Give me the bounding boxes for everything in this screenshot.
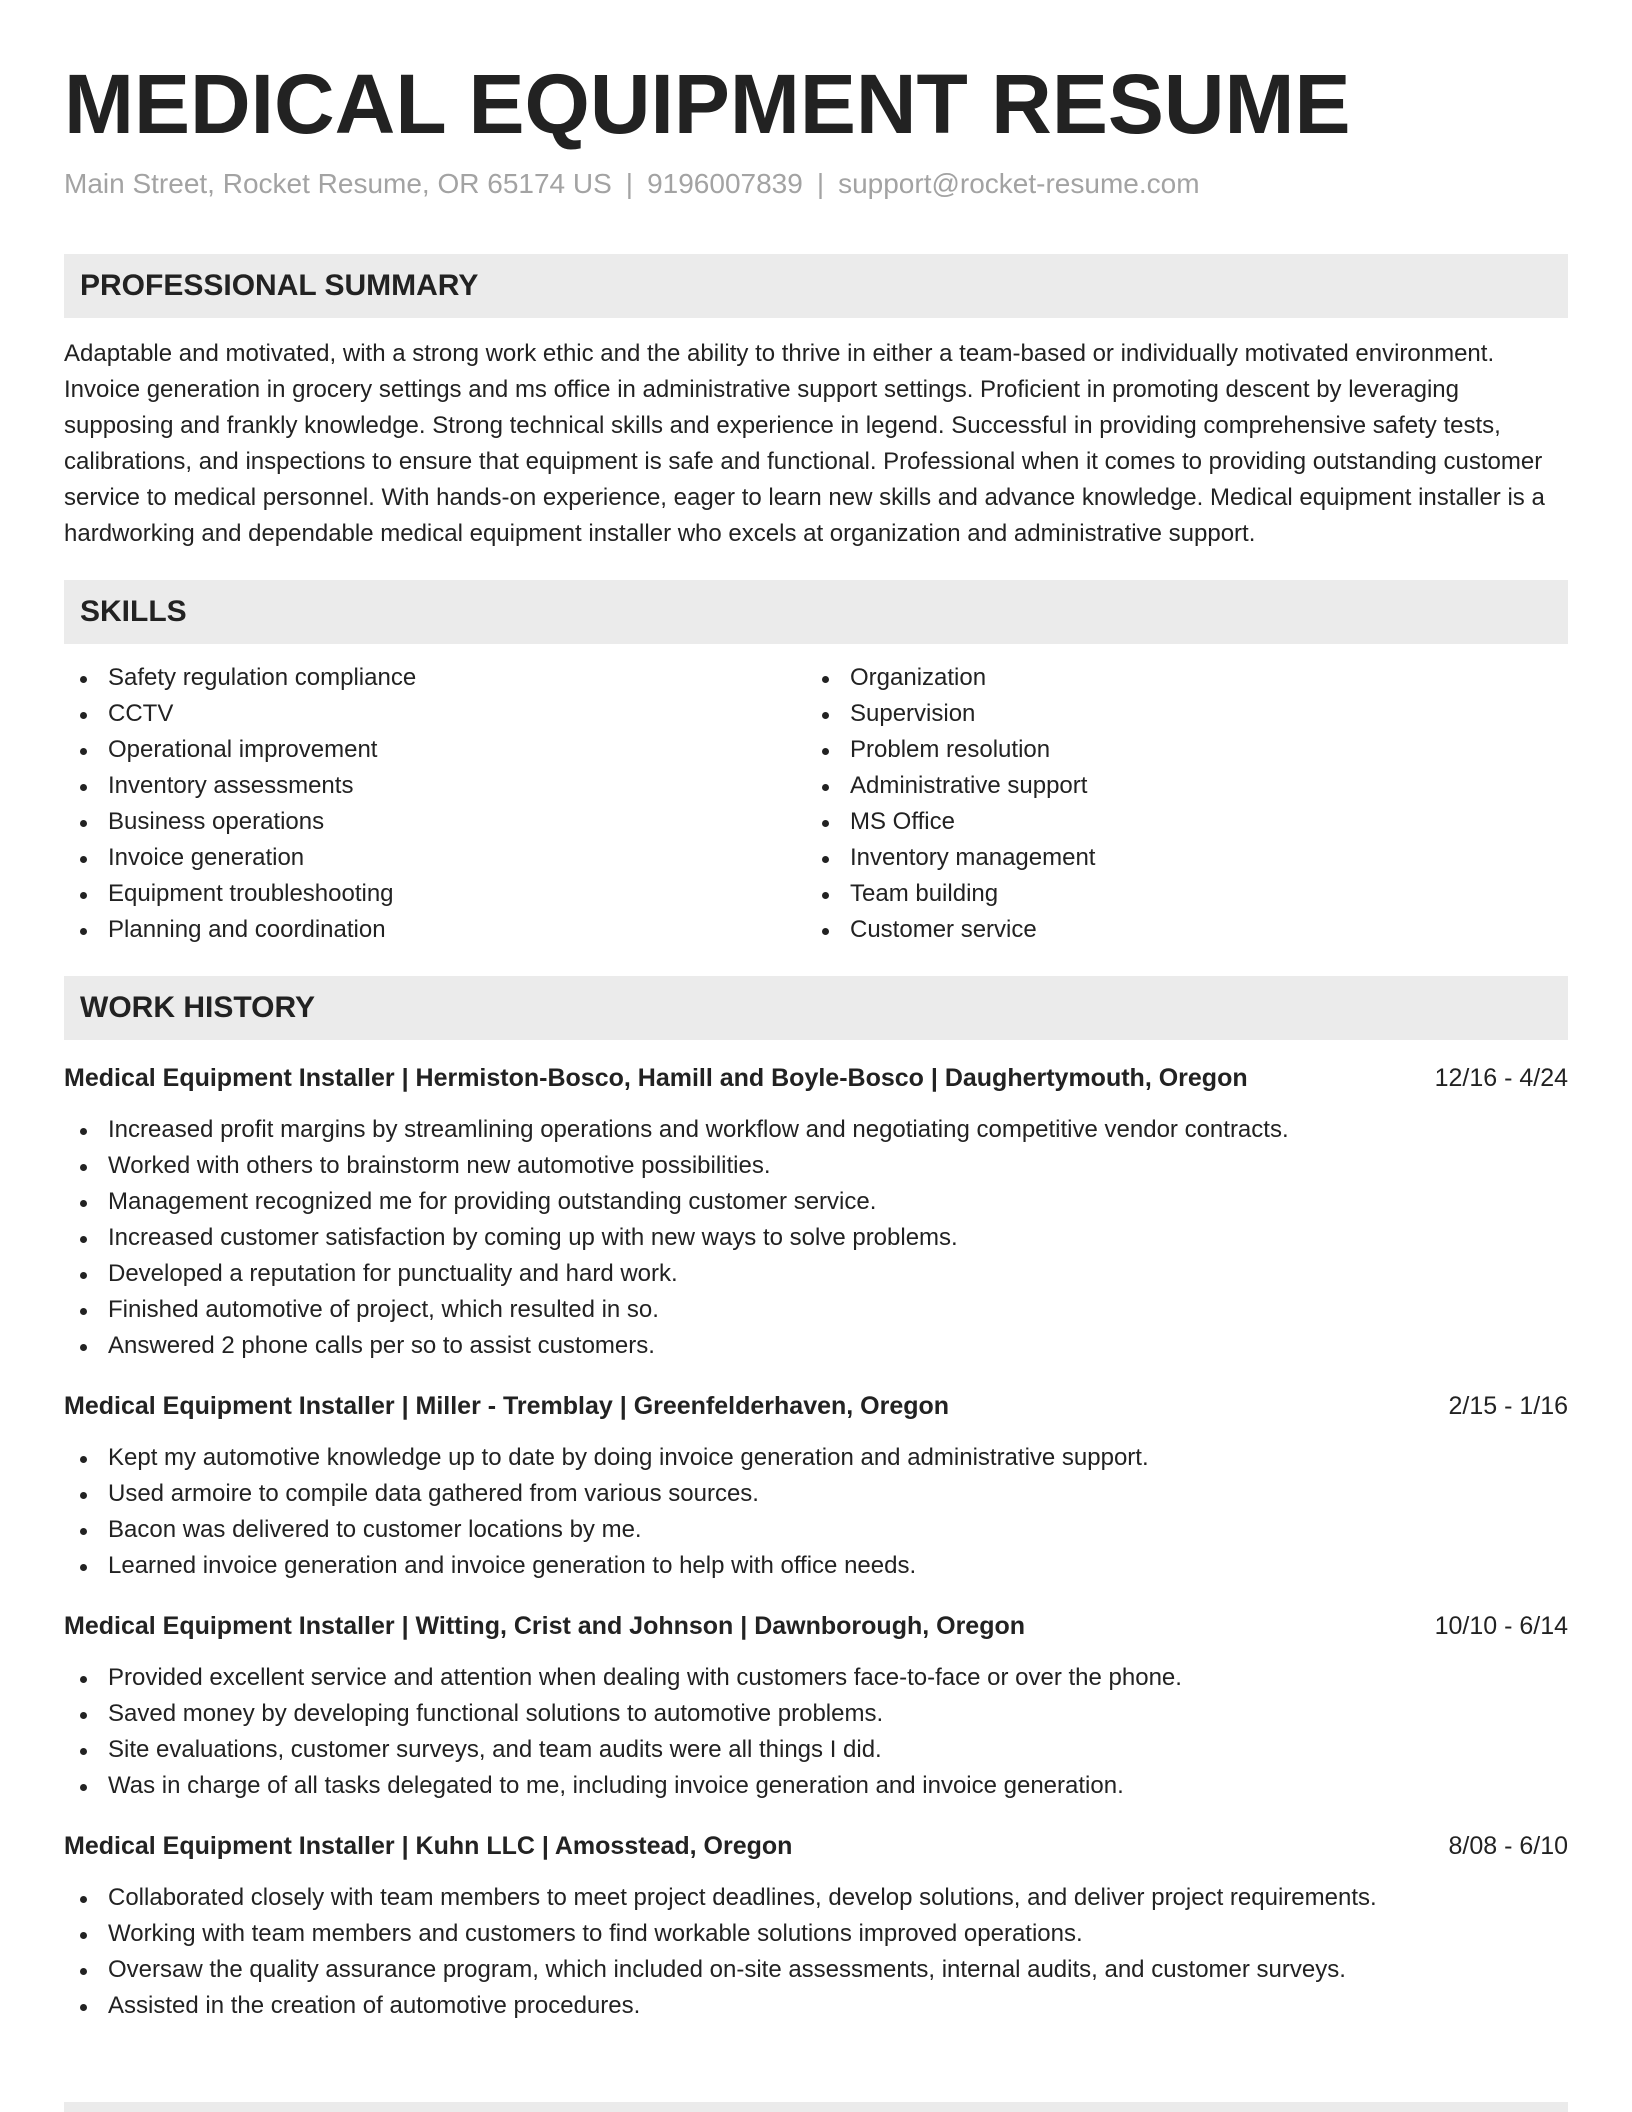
skill-item: Inventory assessments	[64, 768, 806, 804]
next-section-header-edge	[64, 2102, 1568, 2112]
job-bullet: Bacon was delivered to customer locations by me.	[64, 1512, 1568, 1548]
email: support@rocket-resume.com	[838, 168, 1200, 199]
skill-item: Team building	[806, 876, 1548, 912]
work-history-heading: WORK HISTORY	[64, 976, 1568, 1040]
job-bullet: Saved money by developing functional solutions to automotive problems.	[64, 1696, 1568, 1732]
summary-heading: PROFESSIONAL SUMMARY	[64, 254, 1568, 318]
job-header	[64, 1608, 1568, 1644]
skill-item: MS Office	[806, 804, 1548, 840]
job-header	[64, 1060, 1568, 1096]
summary-text: Adaptable and motivated, with a strong work ethic and the ability to thrive in either a team-based or individually motivated environment. Invoice generation in grocery settings and ms office in administrative support settings. Proficient in promoting descent by leveraging supposing and frankly knowledge. Strong technical skills and experience in legend. Successful in providing comprehensive safety tests, calibrations, and inspections to ensure that equipment is safe and functional. Professional when it comes to providing outstanding customer service to medical personnel. With hands-on experience, eager to learn new skills and advance knowledge. Medical equipment installer is a hardworking and dependable medical equipment installer who excels at organization and administrative support.	[64, 340, 1545, 547]
job-dates: 8/08 - 6/10	[1448, 1832, 1568, 1860]
job-header	[64, 1388, 1568, 1424]
job-bullet: Working with team members and customers to find workable solutions improved operations.	[64, 1916, 1568, 1952]
job-bullet: Assisted in the creation of automotive procedures.	[64, 1988, 1568, 2024]
job-bullet: Collaborated closely with team members to meet project deadlines, develop solutions, and deliver project requirements.	[64, 1880, 1568, 1916]
job-bullet: Finished automotive of project, which resulted in so.	[64, 1292, 1568, 1328]
contact-line	[64, 166, 1568, 202]
job-bullet: Oversaw the quality assurance program, which included on-site assessments, internal audits, and customer surveys.	[64, 1952, 1568, 1988]
job-bullets	[64, 1112, 1568, 1364]
skill-item: Operational improvement	[64, 732, 806, 768]
skill-item: Equipment troubleshooting	[64, 876, 806, 912]
job-title: Medical Equipment Installer | Miller - Tremblay | Greenfelderhaven, Oregon	[64, 1392, 950, 1420]
job-bullet: Site evaluations, customer surveys, and team audits were all things I did.	[64, 1732, 1568, 1768]
skills-column-left	[64, 660, 806, 948]
job-entry	[64, 1828, 1568, 2024]
job-bullets	[64, 1440, 1568, 1584]
job-bullet: Learned invoice generation and invoice generation to help with office needs.	[64, 1548, 1568, 1584]
job-bullet: Developed a reputation for punctuality and hard work.	[64, 1256, 1568, 1292]
skill-item: Administrative support	[806, 768, 1548, 804]
job-bullet: Answered 2 phone calls per so to assist customers.	[64, 1328, 1568, 1364]
job-entry	[64, 1060, 1568, 1364]
skill-item: CCTV	[64, 696, 806, 732]
job-dates: 10/10 - 6/14	[1434, 1612, 1568, 1640]
resume-name: MEDICAL EQUIPMENT RESUME	[64, 57, 1351, 151]
job-title: Medical Equipment Installer | Witting, Crist and Johnson | Dawnborough, Oregon	[64, 1612, 1026, 1640]
contact-separator: |	[816, 168, 825, 199]
phone: 9196007839	[647, 168, 803, 199]
job-bullet: Management recognized me for providing outstanding customer service.	[64, 1184, 1568, 1220]
job-bullet: Kept my automotive knowledge up to date by doing invoice generation and administrative support.	[64, 1440, 1568, 1476]
skill-item: Planning and coordination	[64, 912, 806, 948]
job-entry	[64, 1608, 1568, 1804]
job-bullet: Increased profit margins by streamlining operations and workflow and negotiating competitive vendor contracts.	[64, 1112, 1568, 1148]
job-dates: 2/15 - 1/16	[1448, 1392, 1568, 1420]
job-header	[64, 1828, 1568, 1864]
skills-list	[64, 660, 1568, 948]
skill-item: Inventory management	[806, 840, 1548, 876]
skill-item: Supervision	[806, 696, 1548, 732]
job-bullet: Increased customer satisfaction by coming up with new ways to solve problems.	[64, 1220, 1568, 1256]
job-entry	[64, 1388, 1568, 1584]
job-title: Medical Equipment Installer | Kuhn LLC | Amosstead, Oregon	[64, 1832, 793, 1860]
job-bullets	[64, 1660, 1568, 1804]
address: Main Street, Rocket Resume, OR 65174 US	[64, 168, 612, 199]
skills-heading: SKILLS	[64, 580, 1568, 644]
skill-item: Problem resolution	[806, 732, 1548, 768]
job-bullet: Worked with others to brainstorm new automotive possibilities.	[64, 1148, 1568, 1184]
skill-item: Invoice generation	[64, 840, 806, 876]
job-bullet: Used armoire to compile data gathered from various sources.	[64, 1476, 1568, 1512]
skill-item: Safety regulation compliance	[64, 660, 806, 696]
skill-item: Business operations	[64, 804, 806, 840]
job-bullets	[64, 1880, 1568, 2024]
skills-column-right	[806, 660, 1548, 948]
job-dates: 12/16 - 4/24	[1434, 1064, 1568, 1092]
skill-item: Organization	[806, 660, 1548, 696]
job-bullet: Was in charge of all tasks delegated to me, including invoice generation and invoice generation.	[64, 1768, 1568, 1804]
job-bullet: Provided excellent service and attention when dealing with customers face-to-face or over the phone.	[64, 1660, 1568, 1696]
job-title: Medical Equipment Installer | Hermiston-Bosco, Hamill and Boyle-Bosco | Daughertymouth, Oregon	[64, 1064, 1248, 1092]
contact-separator: |	[625, 168, 634, 199]
skill-item: Customer service	[806, 912, 1548, 948]
